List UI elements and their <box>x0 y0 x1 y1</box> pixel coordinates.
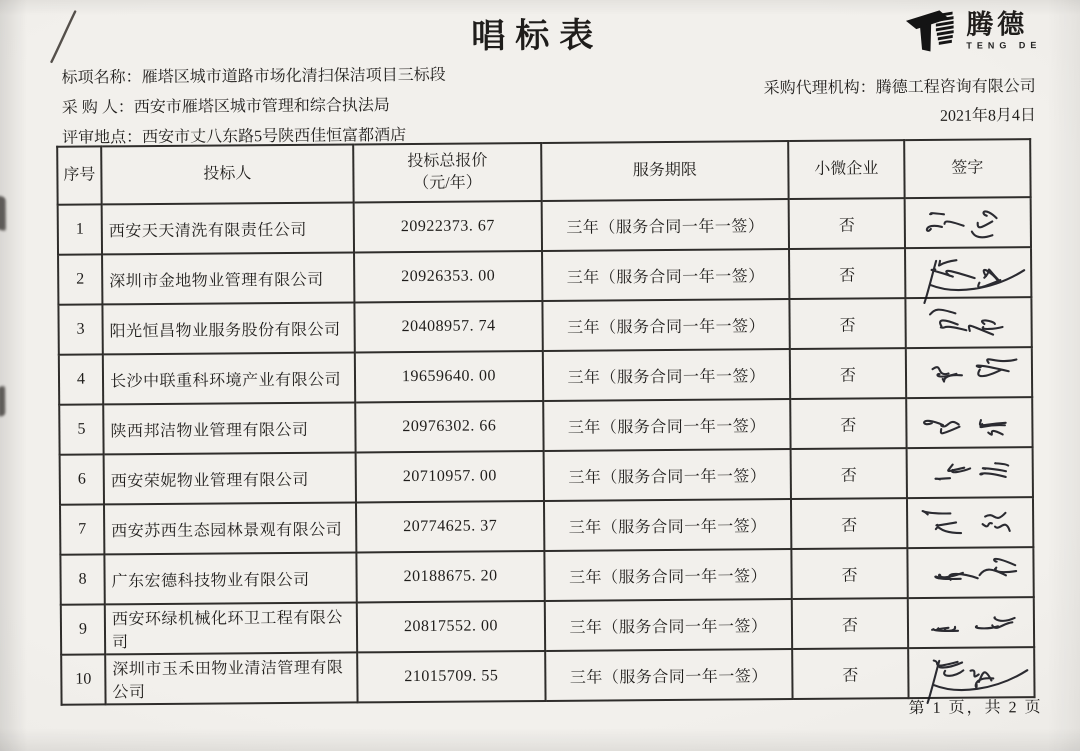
signature-cell <box>908 647 1034 698</box>
bidder-name: 陕西邦洁物业管理有限公司 <box>103 402 355 454</box>
table-row <box>59 347 1032 405</box>
bidder-name: 深圳市金地物业管理有限公司 <box>102 252 354 304</box>
col-header-0: 序号 <box>57 146 101 204</box>
micro-enterprise-flag: 否 <box>791 448 907 499</box>
bidder-name: 长沙中联重科环境产业有限公司 <box>103 352 355 404</box>
table-header-row <box>57 139 1030 205</box>
service-term: 三年（服务合同一年一签） <box>542 299 789 351</box>
meta-label: 评审地点： <box>62 129 143 147</box>
bid-total-price: 20188675. 20 <box>356 551 544 602</box>
page-title: 唱标表 <box>471 17 604 56</box>
row-number: 7 <box>60 504 104 554</box>
signature-cell <box>905 197 1031 248</box>
signature-cell <box>905 247 1031 298</box>
table-body <box>58 197 1035 705</box>
signature-scribble <box>908 450 1034 497</box>
signature-cell <box>907 497 1033 548</box>
service-term: 三年（服务合同一年一签） <box>545 599 792 651</box>
bid-total-price: 20408957. 74 <box>354 301 542 352</box>
signature-cell <box>907 447 1033 498</box>
bid-total-price: 20710957. 00 <box>356 451 544 502</box>
signature-scribble <box>908 550 1034 597</box>
bidder-name: 阳光恒昌物业服务股份有限公司 <box>102 302 354 354</box>
bidder-name: 西安环绿机械化环卫工程有限公司 <box>105 602 357 654</box>
bidder-name: 深圳市玉禾田物业清洁管理有限公司 <box>105 652 357 704</box>
signature-scribble <box>909 650 1035 697</box>
bid-total-price: 20817552. 00 <box>357 601 545 652</box>
company-logo <box>902 4 1041 57</box>
row-number: 1 <box>58 204 102 254</box>
table-row <box>58 297 1031 355</box>
procurement-agency: 采购代理机构：腾德工程咨询有限公司 <box>763 78 1036 98</box>
bid-total-price: 20976302. 66 <box>355 401 543 452</box>
meta-value: 西安市雁塔区城市管理和综合执法局 <box>133 97 390 117</box>
micro-enterprise-flag: 否 <box>791 498 907 549</box>
table-row <box>60 497 1033 555</box>
table-row <box>58 197 1031 255</box>
micro-enterprise-flag: 否 <box>792 598 908 649</box>
table-row <box>60 447 1033 505</box>
service-term: 三年（服务合同一年一签） <box>543 399 790 451</box>
table-row <box>58 247 1031 305</box>
signature-cell <box>906 347 1032 398</box>
signature-scribble <box>907 400 1033 447</box>
service-term: 三年（服务合同一年一签） <box>544 499 791 551</box>
micro-enterprise-flag: 否 <box>789 198 905 249</box>
meta-project-name <box>62 61 446 94</box>
table-row <box>60 547 1033 605</box>
row-number: 10 <box>61 654 105 704</box>
micro-enterprise-flag: 否 <box>790 398 906 449</box>
row-number: 3 <box>58 304 102 354</box>
service-term: 三年（服务合同一年一签） <box>542 249 789 301</box>
signature-cell <box>908 597 1034 648</box>
signature-scribble <box>906 300 1032 347</box>
meta-block-right <box>764 72 1036 132</box>
col-header-1: 投标人 <box>101 144 353 204</box>
col-header-5: 签字 <box>904 139 1030 198</box>
meta-block-left <box>62 61 447 154</box>
bid-total-price: 20922373. 67 <box>354 201 542 252</box>
scan-smudge <box>0 195 6 231</box>
meta-label: 标项名称： <box>61 69 142 87</box>
logo-wordmark <box>966 8 1042 51</box>
signature-cell <box>907 547 1033 598</box>
micro-enterprise-flag: 否 <box>791 548 907 599</box>
row-number: 4 <box>59 354 103 404</box>
bidder-name: 西安荣妮物业管理有限公司 <box>104 452 356 504</box>
micro-enterprise-flag: 否 <box>789 298 905 349</box>
service-term: 三年（服务合同一年一签） <box>545 649 792 701</box>
signature-cell <box>905 297 1031 348</box>
document-date: 2021年8月4日 <box>939 107 1037 125</box>
row-number: 2 <box>58 254 102 304</box>
logo-text-cn: 腾德 <box>966 8 1029 40</box>
bidder-name: 西安苏西生态园林景观有限公司 <box>104 502 356 554</box>
signature-scribble <box>909 600 1035 647</box>
bid-table <box>56 138 1035 706</box>
col-header-4: 小微企业 <box>788 140 904 199</box>
micro-enterprise-flag: 否 <box>790 348 906 399</box>
table-row <box>61 597 1034 655</box>
scan-smudge <box>0 386 5 417</box>
service-term: 三年（服务合同一年一签） <box>542 199 789 251</box>
meta-label: 采 购 人： <box>61 99 134 117</box>
col-header-3: 服务期限 <box>541 141 788 201</box>
signature-scribble <box>906 200 1032 247</box>
signature-scribble <box>907 350 1033 397</box>
bid-total-price: 19659640. 00 <box>355 351 543 402</box>
logo-text-en: TENG DE <box>966 39 1042 51</box>
row-number: 6 <box>60 454 104 504</box>
table-row <box>59 397 1032 455</box>
micro-enterprise-flag: 否 <box>789 248 905 299</box>
bid-total-price: 20774625. 37 <box>356 501 544 552</box>
row-number: 9 <box>61 604 105 654</box>
col-header-2: 投标总报价 （元/年） <box>353 143 541 202</box>
meta-value: 西安市丈八东路5号陕西佳恒富都酒店 <box>142 127 407 147</box>
row-number: 5 <box>59 404 103 454</box>
micro-enterprise-flag: 否 <box>792 648 908 699</box>
tengde-logo-icon <box>902 5 958 57</box>
bid-total-price: 20926353. 00 <box>354 251 542 302</box>
page-indicator: 第 1 页，共 2 页 <box>908 699 1043 718</box>
signature-scribble <box>908 500 1034 547</box>
bidder-name: 西安天天清洗有限责任公司 <box>102 202 354 254</box>
service-term: 三年（服务合同一年一签） <box>544 549 791 601</box>
meta-value: 雁塔区城市道路市场化清扫保洁项目三标段 <box>141 66 446 87</box>
signature-scribble <box>906 250 1032 297</box>
bid-total-price: 21015709. 55 <box>357 651 545 702</box>
meta-purchaser <box>62 91 446 124</box>
table-row <box>61 647 1034 705</box>
service-term: 三年（服务合同一年一签） <box>544 449 791 501</box>
row-number: 8 <box>60 554 104 604</box>
service-term: 三年（服务合同一年一签） <box>543 349 790 401</box>
bidder-name: 广东宏德科技物业有限公司 <box>104 552 356 604</box>
signature-cell <box>906 397 1032 448</box>
